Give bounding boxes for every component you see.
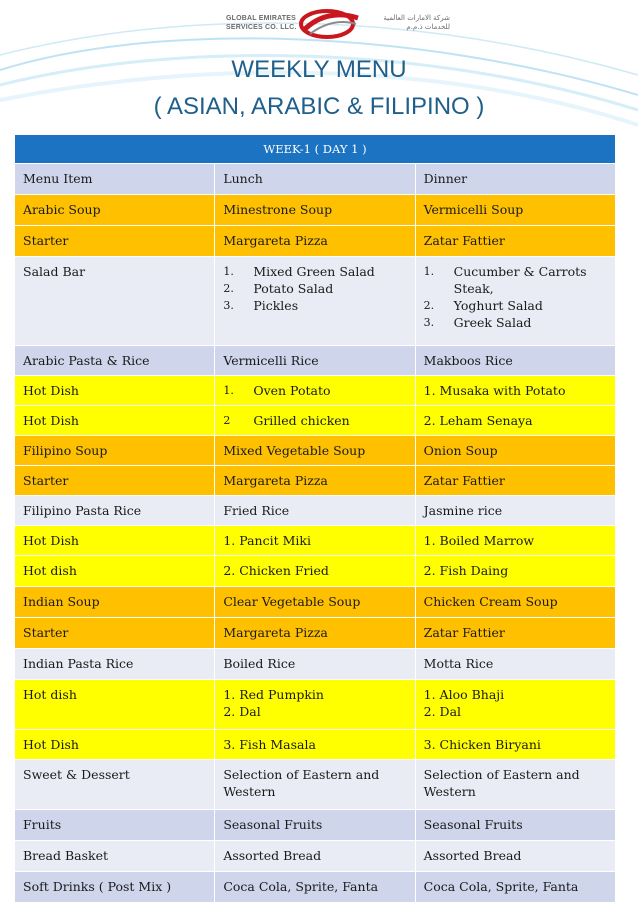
lunch-cell: 2. Chicken Fried xyxy=(215,556,415,587)
table-row xyxy=(15,436,616,466)
salad-list-lunch xyxy=(223,263,414,314)
lunch-cell: Coca Cola, Sprite, Fanta xyxy=(215,872,415,903)
dinner-cell: Seasonal Fruits xyxy=(415,810,615,841)
dinner-cell: 1. Boiled Marrow xyxy=(415,526,615,556)
menu-item-cell: Starter xyxy=(15,226,215,257)
table-row xyxy=(15,760,616,810)
lunch-cell: Clear Vegetable Soup xyxy=(215,587,415,618)
table-row xyxy=(15,730,616,760)
lunch-cell: Boiled Rice xyxy=(215,649,415,680)
dinner-cell: Zatar Fattier xyxy=(415,226,615,257)
menu-table xyxy=(14,134,616,903)
table-row xyxy=(15,376,616,406)
dinner-cell: Jasmine rice xyxy=(415,496,615,526)
lunch-cell: Assorted Bread xyxy=(215,841,415,872)
dinner-cell: Onion Soup xyxy=(415,436,615,466)
dinner-cell: Vermicelli Soup xyxy=(415,195,615,226)
table-row xyxy=(15,587,616,618)
table-row xyxy=(15,466,616,496)
lunch-cell xyxy=(215,257,415,346)
lunch-cell: Margareta Pizza xyxy=(215,226,415,257)
table-row xyxy=(15,406,616,436)
table-row xyxy=(15,257,616,346)
table-row xyxy=(15,556,616,587)
lunch-cell: Minestrone Soup xyxy=(215,195,415,226)
table-row xyxy=(15,872,616,903)
menu-item-cell: Arabic Soup xyxy=(15,195,215,226)
table-row xyxy=(15,526,616,556)
table-row xyxy=(15,841,616,872)
week-header: WEEK-1 ( DAY 1 ) xyxy=(15,135,616,164)
lunch-cell: Margareta Pizza xyxy=(215,466,415,496)
lunch-cell: Selection of Eastern and Western xyxy=(215,760,415,810)
lunch-cell: 3. Fish Masala xyxy=(215,730,415,760)
menu-item-cell: Hot Dish xyxy=(15,526,215,556)
list-item: 2. Yoghurt Salad xyxy=(423,298,543,313)
dinner-cell: 2. Fish Daing xyxy=(415,556,615,587)
list-item: 2. Potato Salad xyxy=(223,281,334,296)
table-row xyxy=(15,226,616,257)
dinner-cell: Coca Cola, Sprite, Fanta xyxy=(415,872,615,903)
menu-item-cell: Hot dish xyxy=(15,556,215,587)
lunch-cell: Margareta Pizza xyxy=(215,618,415,649)
menu-item-cell: Hot Dish xyxy=(15,406,215,436)
table-row xyxy=(15,618,616,649)
menu-item-cell: Fruits xyxy=(15,810,215,841)
column-header-row xyxy=(15,164,616,195)
column-header-dinner: Dinner xyxy=(415,164,615,195)
menu-item-cell: Indian Soup xyxy=(15,587,215,618)
menu-item-cell: Soft Drinks ( Post Mix ) xyxy=(15,872,215,903)
dinner-cell: 1. Musaka with Potato xyxy=(415,376,615,406)
lunch-cell: 1. Pancit Miki xyxy=(215,526,415,556)
menu-item-cell: Bread Basket xyxy=(15,841,215,872)
lunch-cell: Fried Rice xyxy=(215,496,415,526)
menu-item-cell: Arabic Pasta & Rice xyxy=(15,346,215,376)
lunch-cell: Mixed Vegetable Soup xyxy=(215,436,415,466)
salad-list-dinner xyxy=(424,263,615,331)
table-row xyxy=(15,195,616,226)
lunch-cell: Vermicelli Rice xyxy=(215,346,415,376)
menu-item-cell: Starter xyxy=(15,618,215,649)
logo-emblem-icon xyxy=(292,4,362,44)
dinner-cell: Motta Rice xyxy=(415,649,615,680)
company-logo xyxy=(224,4,454,44)
menu-item-cell: Filipino Soup xyxy=(15,436,215,466)
lunch-cell: 1. Red Pumpkin 2. Dal xyxy=(215,680,415,730)
dinner-cell: Selection of Eastern and Western xyxy=(415,760,615,810)
logo-text-en: GLOBAL EMIRATES SERVICES CO. LLC. xyxy=(226,15,297,31)
dinner-cell: Makboos Rice xyxy=(415,346,615,376)
menu-item-cell: Sweet & Dessert xyxy=(15,760,215,810)
table-row xyxy=(15,680,616,730)
dinner-cell: Assorted Bread xyxy=(415,841,615,872)
table-row xyxy=(15,810,616,841)
lunch-cell: Seasonal Fruits xyxy=(215,810,415,841)
lunch-cell: 1. Oven Potato xyxy=(215,376,415,406)
column-header-lunch: Lunch xyxy=(215,164,415,195)
week-header-row xyxy=(15,135,616,164)
dinner-cell: Zatar Fattier xyxy=(415,618,615,649)
menu-item-cell: Indian Pasta Rice xyxy=(15,649,215,680)
dinner-cell: 3. Chicken Biryani xyxy=(415,730,615,760)
dinner-cell: 2. Leham Senaya xyxy=(415,406,615,436)
table-row xyxy=(15,649,616,680)
dinner-cell: Zatar Fattier xyxy=(415,466,615,496)
list-item: 1. Mixed Green Salad xyxy=(223,264,375,279)
table-row xyxy=(15,496,616,526)
menu-item-cell: Salad Bar xyxy=(15,257,215,346)
menu-item-cell: Hot Dish xyxy=(15,376,215,406)
dinner-cell: Chicken Cream Soup xyxy=(415,587,615,618)
page-title: WEEKLY MENU xyxy=(231,56,407,83)
logo-text-ar: شركة الامارات العالمية للخدمات ذ.م.م xyxy=(383,14,450,31)
page-subtitle: ( ASIAN, ARABIC & FILIPINO ) xyxy=(153,93,485,120)
lunch-cell: 2 Grilled chicken xyxy=(215,406,415,436)
table-row xyxy=(15,346,616,376)
menu-item-cell: Starter xyxy=(15,466,215,496)
dinner-cell xyxy=(415,257,615,346)
list-item: 1. Cucumber & Carrots Steak, xyxy=(423,264,587,296)
column-header-menu-item: Menu Item xyxy=(15,164,215,195)
list-item: 3. Greek Salad xyxy=(423,315,532,330)
dinner-cell: 1. Aloo Bhaji 2. Dal xyxy=(415,680,615,730)
list-item: 3. Pickles xyxy=(223,298,299,313)
menu-item-cell: Hot dish xyxy=(15,680,215,730)
menu-item-cell: Filipino Pasta Rice xyxy=(15,496,215,526)
menu-item-cell: Hot Dish xyxy=(15,730,215,760)
